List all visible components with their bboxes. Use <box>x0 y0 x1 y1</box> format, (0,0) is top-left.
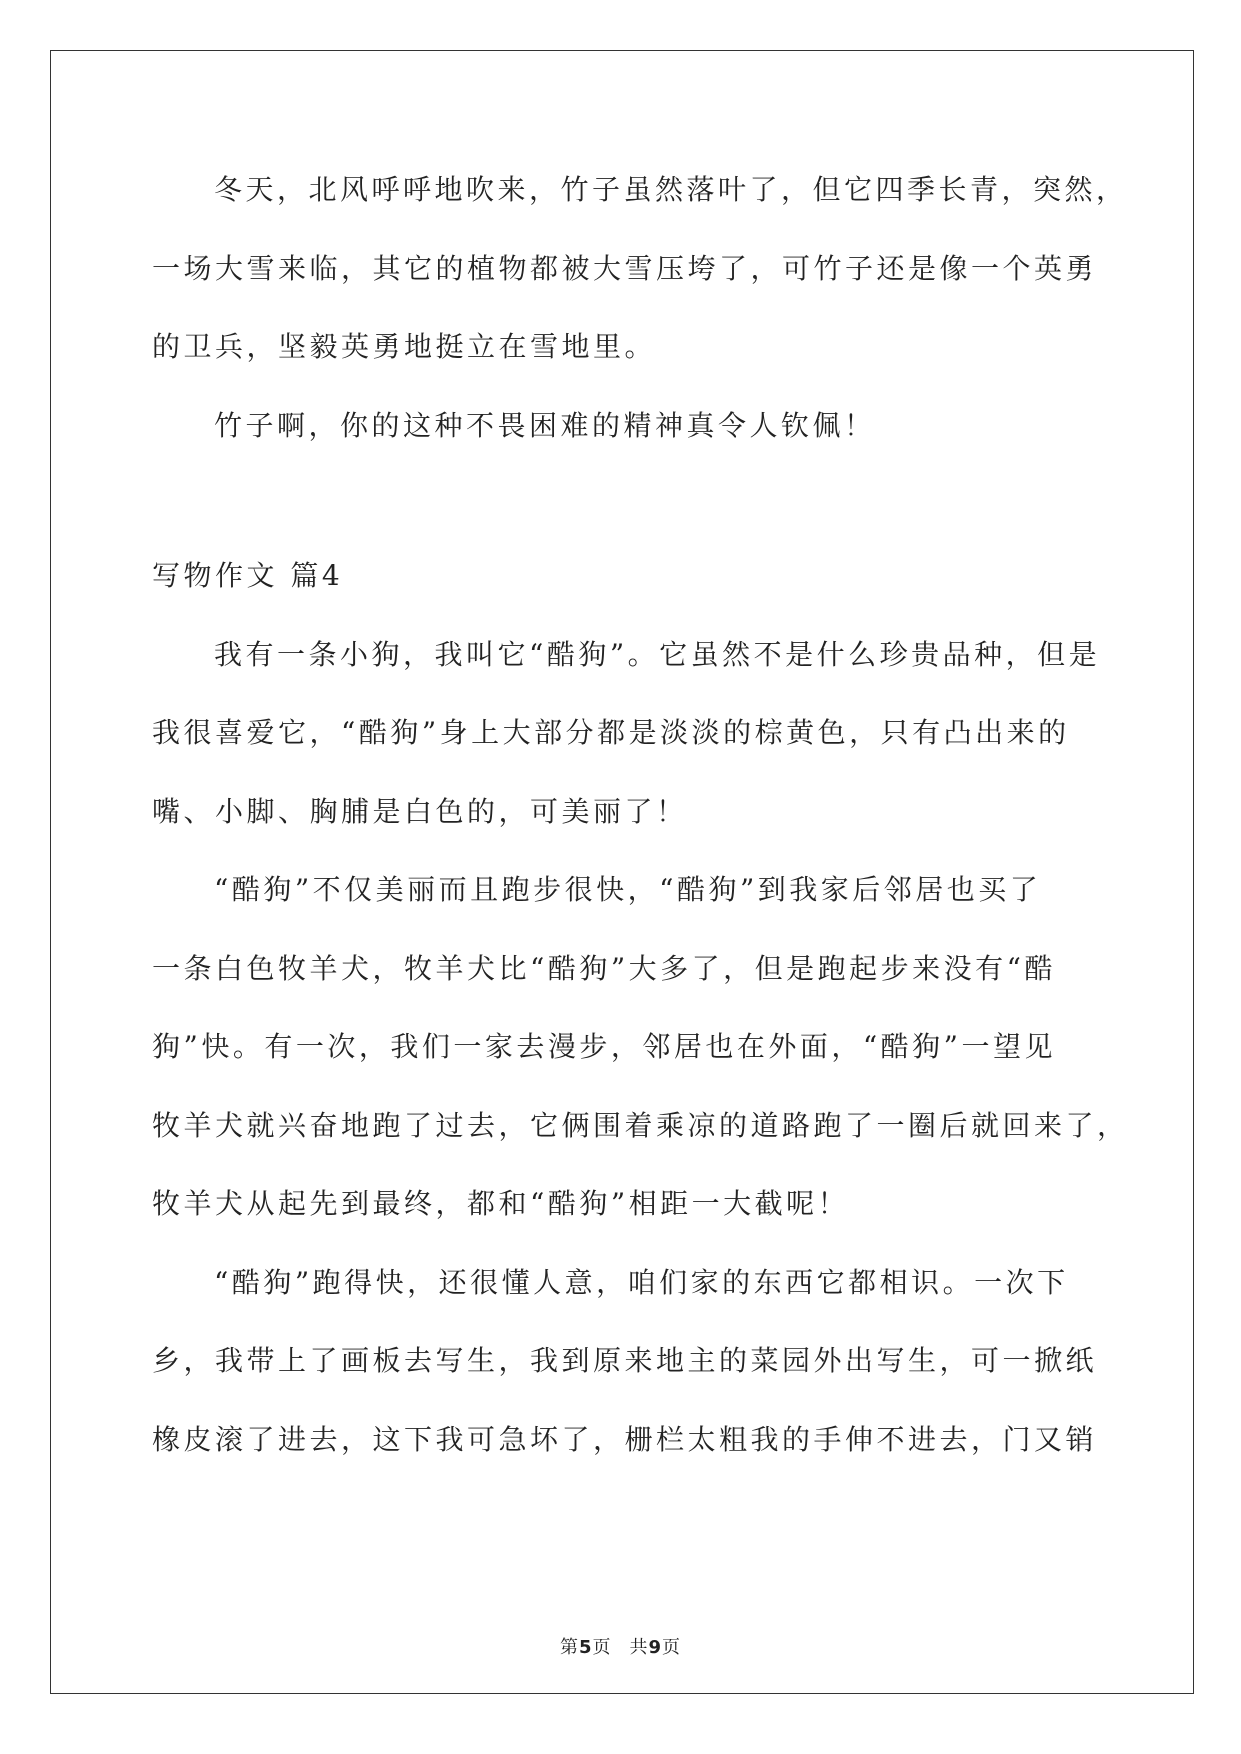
paragraph-line: 牧羊犬从起先到最终，都和“酷狗”相距一大截呢！ <box>152 1187 850 1220</box>
section-heading: 写物作文 篇4 <box>152 559 344 592</box>
paragraph-line: “酷狗”跑得快，还很懂人意，咱们家的东西它都相识。一次下 <box>214 1266 1069 1299</box>
paragraph-line: 一条白色牧羊犬，牧羊犬比“酷狗”大多了，但是跑起步来没有“酷 <box>152 952 1056 985</box>
paragraph-line: 的卫兵，坚毅英勇地挺立在雪地里。 <box>152 330 657 363</box>
paragraph-line: 我有一条小狗，我叫它“酷狗”。它虽然不是什么珍贵品种，但是 <box>214 638 1101 671</box>
paragraph-line: 竹子啊，你的这种不畏困难的精神真令人钦佩！ <box>214 409 876 442</box>
page-footer <box>0 1636 1241 1660</box>
paragraph-line: 狗”快。有一次，我们一家去漫步，邻居也在外面，“酷狗”一望见 <box>152 1030 1056 1063</box>
paragraph-line: 我很喜爱它，“酷狗”身上大部分都是淡淡的棕黄色，只有凸出来的 <box>152 716 1070 749</box>
paragraph-line: 橡皮滚了进去，这下我可急坏了，栅栏太粗我的手伸不进去，门又销 <box>152 1423 1098 1456</box>
paragraph-line: 乡，我带上了画板去写生，我到原来地主的菜园外出写生，可一掀纸 <box>152 1344 1098 1377</box>
paragraph-line: 牧羊犬就兴奋地跑了过去，它俩围着乘凉的道路跑了一圈后就回来了， <box>152 1109 1129 1142</box>
paragraph-line: 冬天，北风呼呼地吹来，竹子虽然落叶了，但它四季长青，突然， <box>214 173 1128 206</box>
paragraph-line: “酷狗”不仅美丽而且跑步很快，“酷狗”到我家后邻居也买了 <box>214 873 1042 906</box>
paragraph-line: 嘴、小脚、胸脯是白色的，可美丽了！ <box>152 795 688 828</box>
paragraph-line: 一场大雪来临，其它的植物都被大雪压垮了，可竹子还是像一个英勇 <box>152 252 1098 285</box>
page-total: 共9页 <box>629 1637 682 1658</box>
page-number: 第5页 <box>559 1637 612 1658</box>
